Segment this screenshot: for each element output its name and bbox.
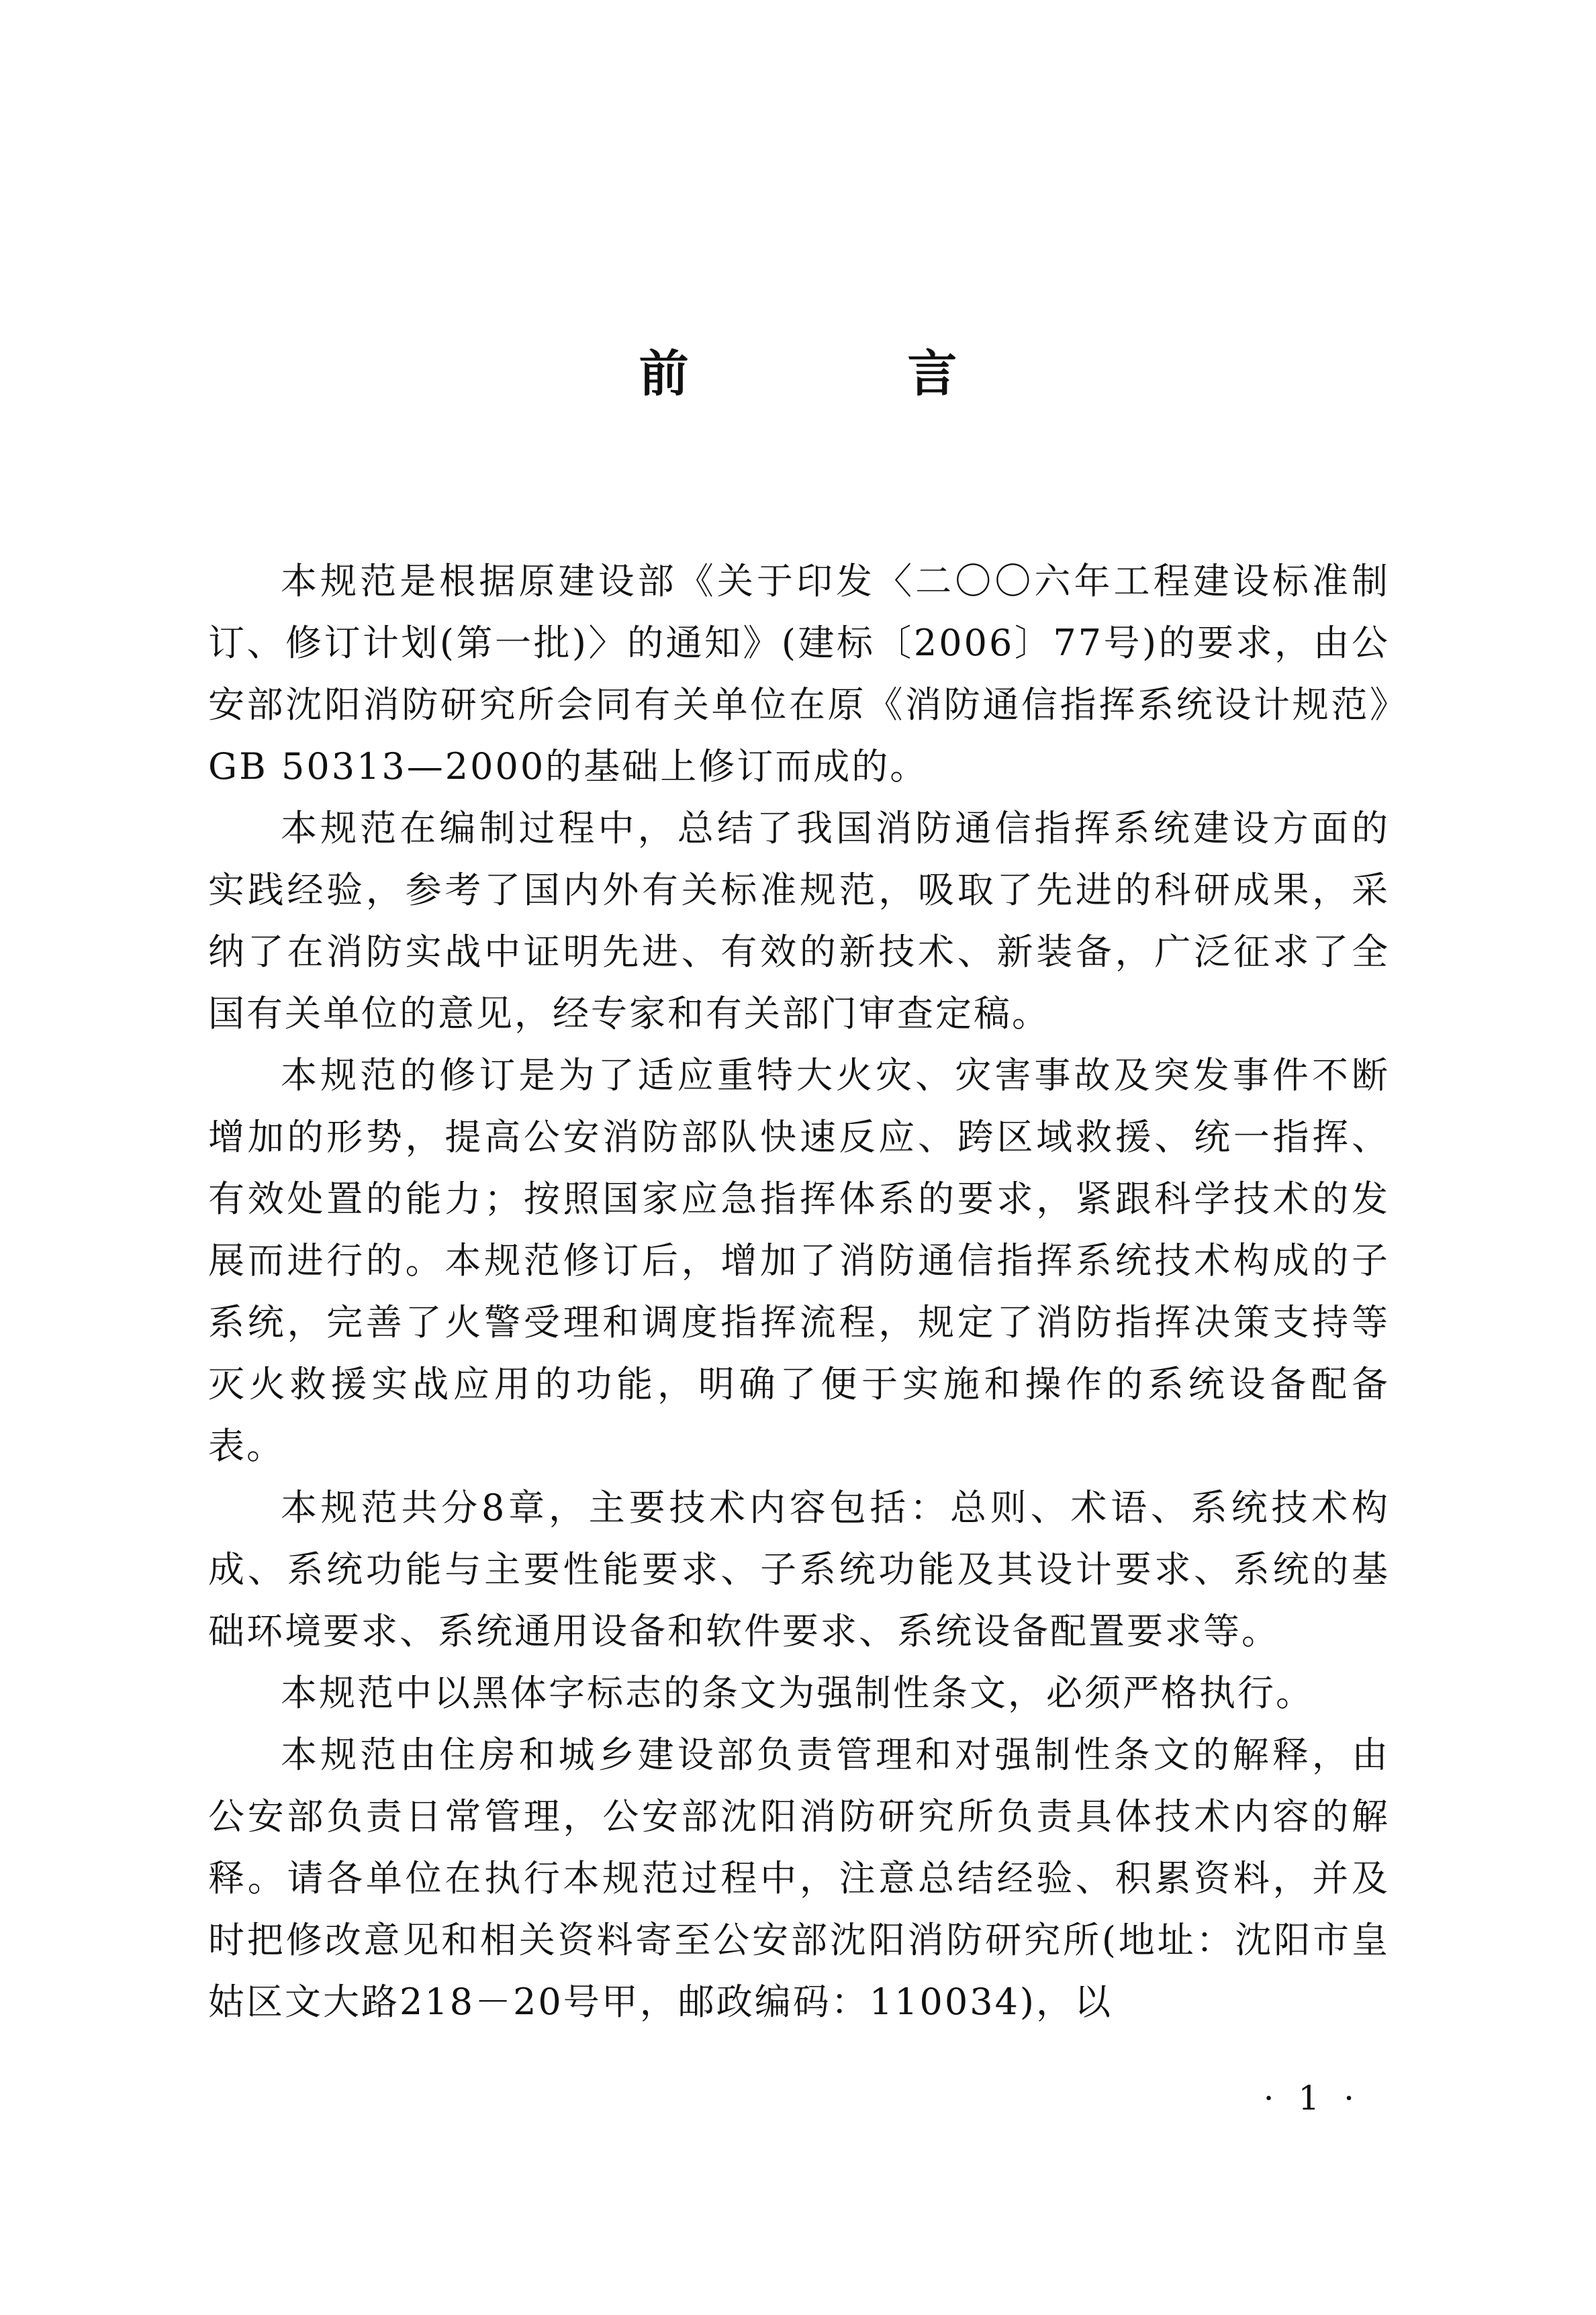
paragraph-2: 本规范在编制过程中，总结了我国消防通信指挥系统建设方面的实践经验，参考了国内外有关标准规范，吸取了先进的科研成果，采纳了在消防实战中证明先进、有效的新技术、新装备，广泛征求了全国有关单位的意见，经专家和有关部门审查定稿。 bbox=[208, 807, 1390, 1035]
page-title: 前 言 bbox=[639, 345, 1058, 403]
page-number: · 1 · bbox=[1263, 2079, 1361, 2118]
paragraph-6: 本规范由住房和城乡建设部负责管理和对强制性条文的解释，由公安部负责日常管理，公安部沈阳消防研究所负责具体技术内容的解释。请各单位在执行本规范过程中，注意总结经验、积累资料，并及时把修改意见和相关资料寄至公安部沈阳消防研究所(地址：沈阳市皇姑区文大路218－20号甲，邮政编码：110034)，以 bbox=[208, 1734, 1390, 2023]
paragraph-3: 本规范的修订是为了适应重特大火灾、灾害事故及突发事件不断增加的形势，提高公安消防部队快速反应、跨区域救援、统一指挥、有效处置的能力；按照国家应急指挥体系的要求，紧跟科学技术的发展而进行的。本规范修订后，增加了消防通信指挥系统技术构成的子系统，完善了火警受理和调度指挥流程，规定了消防指挥决策支持等灭火救援实战应用的功能，明确了便于实施和操作的系统设备配备表。 bbox=[208, 1054, 1390, 1467]
paragraph-5: 本规范中以黑体字标志的条文为强制性条文，必须严格执行。 bbox=[281, 1672, 1314, 1714]
body-text bbox=[208, 551, 1390, 2033]
paragraph-1: 本规范是根据原建设部《关于印发〈二〇〇六年工程建设标准制订、修订计划(第一批)〉的通知》(建标〔2006〕77号)的要求，由公安部沈阳消防研究所会同有关单位在原《消防通信指挥系统设计规范》GB 50313—2000的基础上修订而成的。 bbox=[208, 560, 1390, 788]
paragraph-4: 本规范共分8章，主要技术内容包括：总则、术语、系统技术构成、系统功能与主要性能要求、子系统功能及其设计要求、系统的基础环境要求、系统通用设备和软件要求、系统设备配置要求等。 bbox=[208, 1486, 1390, 1652]
